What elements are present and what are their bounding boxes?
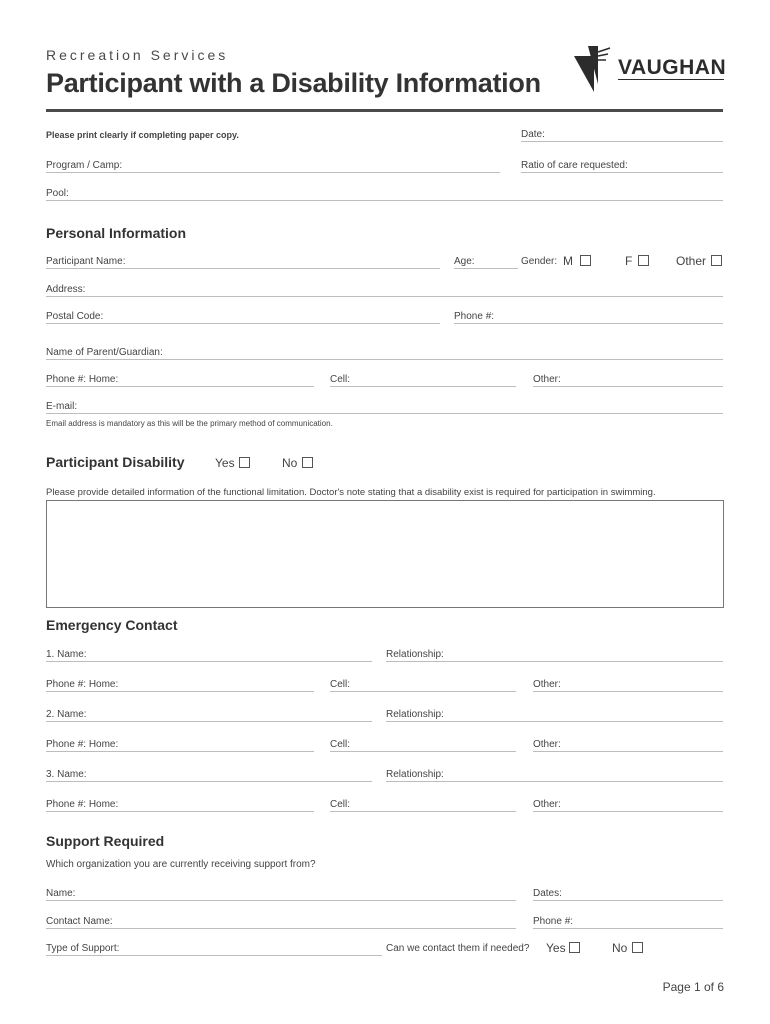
contact-1-relationship-field[interactable] <box>386 661 723 662</box>
logo-underline <box>618 79 724 80</box>
contact-1-relationship-label: Relationship: <box>386 649 444 660</box>
participant-name-label: Participant Name: <box>46 256 126 267</box>
postal-code-field[interactable] <box>46 323 440 324</box>
contact-1-cell-field[interactable] <box>330 691 516 692</box>
contact-1-other-field[interactable] <box>533 691 723 692</box>
support-type-field[interactable] <box>46 955 382 956</box>
contact-1-name-field[interactable] <box>46 661 372 662</box>
form-title: Participant with a Disability Information <box>46 68 541 98</box>
contact-3-cell-field[interactable] <box>330 811 516 812</box>
disability-no-label: No <box>282 456 298 470</box>
contact-1-name-label: 1. Name: <box>46 649 87 660</box>
contact-1-phone-field[interactable] <box>46 691 314 692</box>
contact-2-phone-label: Phone #: Home: <box>46 739 119 750</box>
contact-2-other-field[interactable] <box>533 751 723 752</box>
other-phone-field[interactable] <box>533 386 723 387</box>
postal-code-label: Postal Code: <box>46 311 104 322</box>
phone-field[interactable] <box>454 323 723 324</box>
gender-f-label: F <box>625 254 633 268</box>
contact-2-name-label: 2. Name: <box>46 709 87 720</box>
disability-details-textarea[interactable] <box>46 500 724 608</box>
support-contact-name-field[interactable] <box>46 928 516 929</box>
contact-1-cell-label: Cell: <box>330 679 351 690</box>
page-number: Page 1 of 6 <box>662 980 724 994</box>
support-contact-name-label: Contact Name: <box>46 916 113 927</box>
program-camp-field[interactable] <box>46 172 500 173</box>
gender-f-checkbox[interactable] <box>638 255 649 266</box>
logo-wordmark: VAUGHAN <box>618 56 727 79</box>
print-instruction: Please print clearly if completing paper copy. <box>46 130 239 140</box>
gender-other-label: Other <box>676 254 707 268</box>
contact-2-phone-field[interactable] <box>46 751 314 752</box>
emergency-contact-heading: Emergency Contact <box>46 617 178 633</box>
other-phone-label: Other: <box>533 374 561 385</box>
cell-label: Cell: <box>330 374 351 385</box>
parent-guardian-label: Name of Parent/Guardian: <box>46 347 163 358</box>
parent-guardian-field[interactable] <box>46 359 723 360</box>
disability-no-checkbox[interactable] <box>302 457 313 468</box>
email-label: E-mail: <box>46 401 78 412</box>
contact-no-checkbox[interactable] <box>632 942 643 953</box>
gender-other-checkbox[interactable] <box>711 255 722 266</box>
contact-3-other-label: Other: <box>533 799 561 810</box>
support-name-field[interactable] <box>46 900 516 901</box>
contact-3-phone-label: Phone #: Home: <box>46 799 119 810</box>
gender-m-label: M <box>563 254 573 268</box>
contact-3-other-field[interactable] <box>533 811 723 812</box>
participant-name-field[interactable] <box>46 268 440 269</box>
contact-3-name-field[interactable] <box>46 781 372 782</box>
age-field[interactable] <box>454 268 518 269</box>
disability-yes-checkbox[interactable] <box>239 457 250 468</box>
support-dates-label: Dates: <box>533 888 562 899</box>
gender-m-checkbox[interactable] <box>580 255 591 266</box>
contact-3-phone-field[interactable] <box>46 811 314 812</box>
date-field[interactable] <box>521 141 723 142</box>
contact-2-other-label: Other: <box>533 739 561 750</box>
email-note: Email address is mandatory as this will be the primary method of communication. <box>46 419 333 428</box>
phone-home-field[interactable] <box>46 386 314 387</box>
email-field[interactable] <box>46 413 723 414</box>
contact-3-name-label: 3. Name: <box>46 769 87 780</box>
contact-2-cell-field[interactable] <box>330 751 516 752</box>
support-required-heading: Support Required <box>46 833 165 849</box>
disability-heading: Participant Disability <box>46 454 185 470</box>
disability-instruction: Please provide detailed information of the functional limitation. Doctor's note stating that a disability exist is required for participation in swimming. <box>46 487 656 498</box>
ratio-label: Ratio of care requested: <box>521 160 628 171</box>
contact-3-relationship-label: Relationship: <box>386 769 444 780</box>
contact-2-relationship-field[interactable] <box>386 721 723 722</box>
contact-2-cell-label: Cell: <box>330 739 351 750</box>
disability-yes-label: Yes <box>215 456 235 470</box>
pool-label: Pool: <box>46 188 69 199</box>
phone-label: Phone #: <box>454 311 495 322</box>
support-phone-label: Phone #: <box>533 916 574 927</box>
contact-yes-checkbox[interactable] <box>569 942 580 953</box>
date-label: Date: <box>521 129 545 140</box>
vaughan-logo-mark-icon <box>572 44 618 94</box>
contact-1-phone-label: Phone #: Home: <box>46 679 119 690</box>
address-field[interactable] <box>46 296 723 297</box>
gender-label: Gender: <box>521 256 558 267</box>
contact-no-label: No <box>612 941 628 955</box>
contact-3-cell-label: Cell: <box>330 799 351 810</box>
age-label: Age: <box>454 256 475 267</box>
personal-info-heading: Personal Information <box>46 225 187 241</box>
vaughan-logo <box>572 44 727 94</box>
address-label: Address: <box>46 284 86 295</box>
pool-field[interactable] <box>46 200 723 201</box>
support-type-label: Type of Support: <box>46 943 120 954</box>
cell-field[interactable] <box>330 386 516 387</box>
support-question: Which organization you are currently receiving support from? <box>46 859 316 870</box>
program-camp-label: Program / Camp: <box>46 160 123 171</box>
contact-permission-question: Can we contact them if needed? <box>386 943 530 954</box>
department-name: Recreation Services <box>46 47 229 63</box>
contact-2-name-field[interactable] <box>46 721 372 722</box>
contact-3-relationship-field[interactable] <box>386 781 723 782</box>
contact-2-relationship-label: Relationship: <box>386 709 444 720</box>
contact-yes-label: Yes <box>546 941 566 955</box>
support-name-label: Name: <box>46 888 76 899</box>
support-dates-field[interactable] <box>533 900 723 901</box>
title-divider <box>46 109 723 112</box>
support-phone-field[interactable] <box>533 928 723 929</box>
phone-home-label: Phone #: Home: <box>46 374 119 385</box>
contact-1-other-label: Other: <box>533 679 561 690</box>
ratio-field[interactable] <box>521 172 723 173</box>
